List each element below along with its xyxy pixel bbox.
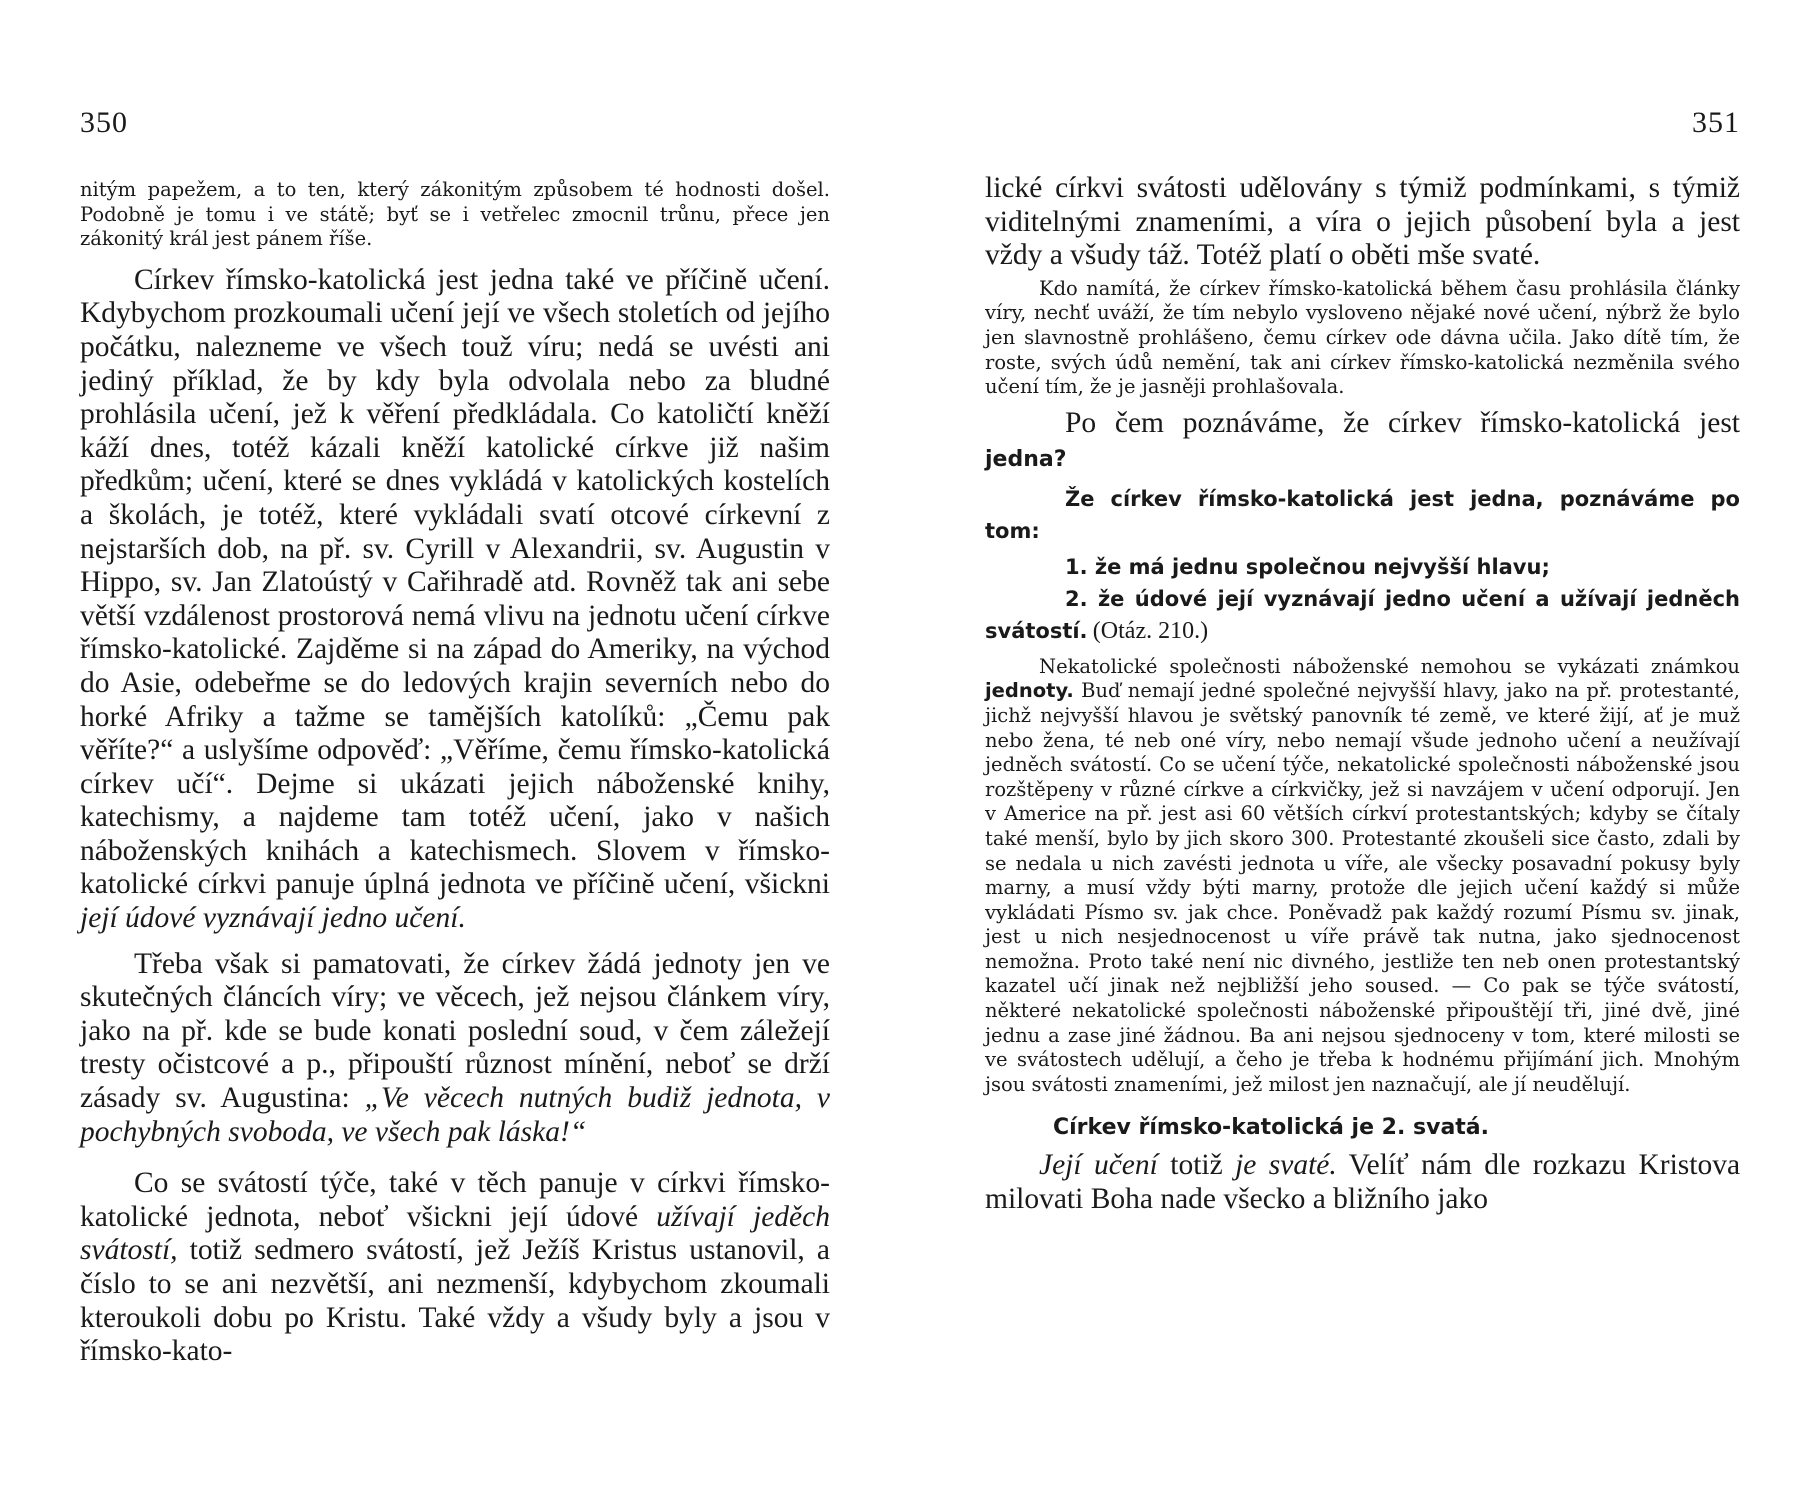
question-ref: (Otáz. 210.) xyxy=(1092,617,1209,644)
paragraph xyxy=(80,1167,830,1369)
italic-text: Její učení xyxy=(1039,1149,1158,1182)
list-item: 1. že má jednu společnou nejvyšší hlavu; xyxy=(1065,554,1550,579)
italic-quote: „Ve věcech nutných budiž jednota, v pochybných svoboda, ve všech pak láska!“ xyxy=(80,1082,830,1148)
question-text: Po čem poznáváme, že církev římsko-katolická jest xyxy=(1065,406,1740,439)
paragraph-text: totiž xyxy=(1170,1149,1223,1182)
page-number: 351 xyxy=(1692,106,1740,139)
question-bold: jedna? xyxy=(985,446,1067,472)
page-number: 350 xyxy=(80,106,128,139)
answer: Že církev římsko-katolická jest jedna, poznáváme po tom: xyxy=(985,486,1740,543)
paragraph: lické církvi svátosti udělovány s týmiž podmínkami, s týmiž viditelnými znameními, a víra o jejich působení byla a jest vždy a všudy táž. Totéž platí o oběti mše svaté. xyxy=(985,172,1740,272)
italic-text: užívají jeděch svátostí, xyxy=(80,1200,830,1267)
section-heading: Církev římsko-katolická je 2. svatá. xyxy=(1053,1115,1490,1141)
right-page xyxy=(985,0,1740,1501)
list-item xyxy=(985,583,1740,647)
paragraph-text: Třeba však si pamatovati, že církev žádá jednoty jen ve skutečných článcích víry; ve věcech, jež nejsou článkem víry, jako na př. kde se bude konati poslední soud, v čem záležejí tresty očistcové a p., připouští různost mínění, neboť se drží zásady sv. Augustina: xyxy=(80,947,830,1115)
paragraph-text: Církev římsko-katolická jest jedna také ve příčině učení. Kdybychom prozkoumali učení její ve všech stoletích od jejího počátku, nalezneme ve všech touž víru; nedá se uvésti ani jediný příklad, že by kdy byla odvolala nebo za bludné prohlásila učení, jež k věření předkládala. Co katoličtí kněží káží dnes, totéž kázali kněží katolické církve již našim předkům; učení, které se dnes vykládá v katolických kostelích a školách, je totéž, které vykládali svatí otcové církevní z nejstarších dob, na př. sv. Cyrill v Alexandrii, sv. Augustin v Hippo, sv. Jan Zlatoústý v Cařihradě atd. Rovněž tak ani sebe větší vzdálenost prostorová nemá vlivu na jednotu učení církve římsko-katolické. Zajděme si na západ do Ameriky, na východ do Asie, odebeřme se do ledových krajin severních nebo do horké Afriky a tažme se tamějších katolíků: „Čemu pak věříte?“ a uslyšíme odpověď: „Věříme, čemu římsko-katolická církev učí“. Dejme si ukázati jejich náboženské knihy, katechismy, a najdeme tam totéž učení, jako v našich náboženských knihách a katechismech. Slovem v římsko-katolické církvi panuje úplná jednota ve příčině učení, všickni xyxy=(80,263,830,901)
paragraph-text: Nekatolické společnosti náboženské nemohou se vykázati známkou xyxy=(1039,654,1740,678)
paragraph xyxy=(80,264,830,936)
paragraph-text: Co se svátostí týče, také v těch panuje v církvi římsko-katolické jednota, neboť všickni její údové xyxy=(80,1167,830,1233)
paragraph-text: totiž sedmero svátostí, jež Ježíš Kristus ustanovil, a číslo to se ani nezvětší, ani nezmenší, kdybychom zkoumali kteroukoli dobu po Kristu. Také vždy a všudy byly a jsou v římsko-kato- xyxy=(80,1234,830,1368)
answer-list xyxy=(985,551,1740,647)
italic-text: je svaté. xyxy=(1235,1149,1337,1182)
paragraph xyxy=(985,1149,1740,1216)
italic-text: její údové vyznávají jedno učení. xyxy=(80,902,466,935)
paragraph xyxy=(985,655,1740,1098)
paragraph-text: Buď nemají jedné společné nejvyšší hlavy, jako na př. protestanté, jichž nejvyšší hlavou je světský panovník té země, ve které žijí, ať je muž nebo žena, té neb oné víry, nebo nemají všude jednoho učení a neužívají jedněch svátostí. Co se učení týče, nekatolické společnosti náboženské jsou rozštěpeny v různé církve a církvičky, jež si navzájem v učení odporují. Jen v Americe na př. jest asi 60 větších církví protestantských; kdyby se čítaly také menší, bylo by jich skoro 300. Protestanté zkoušeli sice často, zdali by se nedala u nich zavésti jednota u víře, ale všecky posavadní pokusy byly marny, a musí vždy býti marny, protože dle jejich učení každý si může vykládati Písmo sv. jak chce. Poněvadž pak každý rozumí Písmu sv. jinak, jest u nich nesjednocenost u víře právě tak nutna, jako sjednocenost nemožna. Proto také není nic divného, jestliže ten neb onen protestantský kazatel učí jinak než nejbližší jeho soused. — Co pak se týče svátostí, některé nekatolické společnosti náboženské připouštějí tři, jiné dvě, jiné jednu a zase jiné žádnou. Ba ani nejsou sjednoceny v tom, které milosti se ve svátostech udělují, a čeho je třeba k hodnému přijímání jich. Mnohým jsou svátosti znameními, jež milost jen naznačují, ale jí neudělují. xyxy=(985,679,1741,1096)
page-body xyxy=(985,172,1740,1217)
left-page xyxy=(80,0,830,1501)
paragraph: Kdo namítá, že církev římsko-katolická během času prohlásila články víry, nechť uváží, že tím nebylo vysloveno nějaké nové učení, nýbrž že bylo jen slavnostně prohlášeno, čemu církev ode dávna učila. Jako dítě tím, že roste, svých údů nemění, tak ani církev římsko-katolická nezměnila svého učení tím, že je jasněji prohlašovala. xyxy=(985,276,1740,399)
bold-text: jednoty. xyxy=(985,679,1074,703)
paragraph xyxy=(80,948,830,1150)
question xyxy=(985,406,1740,477)
paragraph-text: Velíť nám dle rozkazu Kristova milovati Boha nade všecko a bližního jako xyxy=(985,1149,1741,1216)
list-item-text: 2. že údové její vyznávají jedno učení a užívají jedněch svátostí. xyxy=(985,586,1740,643)
page-body xyxy=(80,178,830,1369)
paragraph: nitým papežem, a to ten, který zákonitým způsobem té hodnosti došel. Podobně je tomu i ve státě; byť se i vetřelec zmocnil trůnu, přece jen zákonitý král jest pánem říše. xyxy=(80,178,830,251)
